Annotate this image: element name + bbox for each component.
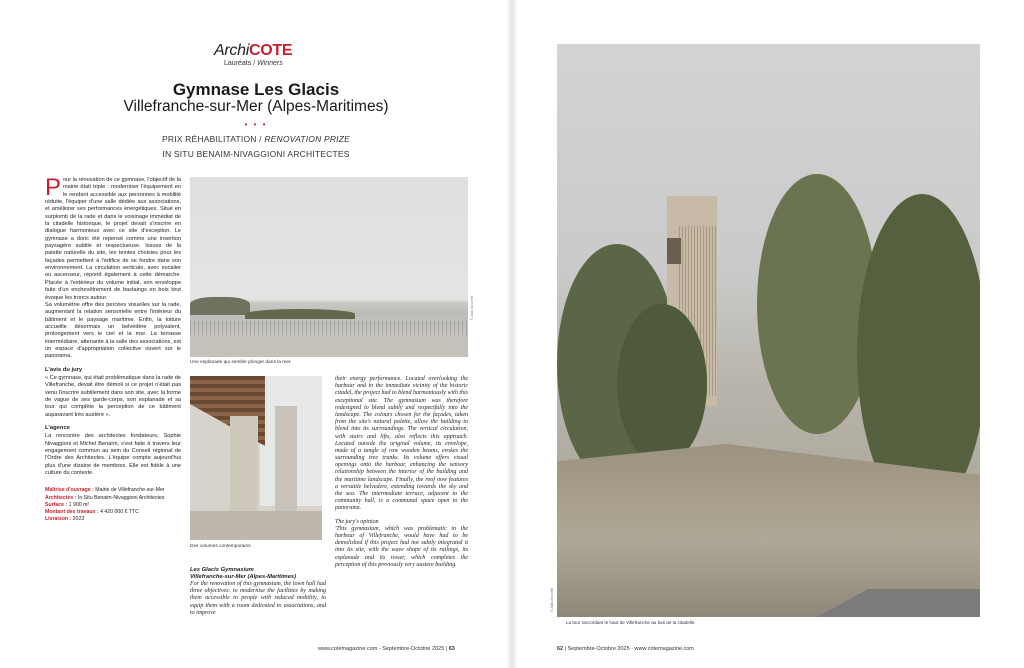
separator-dots: • • •: [244, 120, 268, 129]
laureats-label: Lauréats / Winners: [224, 60, 283, 67]
footer-left: [318, 646, 455, 652]
photo-credit: © Aldo Amoretti: [470, 295, 474, 320]
laureats-fr: Lauréats: [224, 60, 252, 67]
english-text-left: For the renovation of this gymnasium, the town hall had three objectives: to modernise the facilities by making them accessible to people with reduced mobility, to equip them with a room dedicated to associations, and to improve: [190, 581, 326, 616]
photo-wall: [275, 406, 297, 516]
prize-fr: PRIX RÉHABILITATION: [161, 134, 257, 144]
firm-name: IN SITU BENAIM-NIVAGGIONI ARCHITECTES: [162, 149, 350, 159]
esplanade-caption: Une esplanade qui semble plonger dans la mer.: [190, 360, 292, 365]
spec-row: Architectes : In Situ Benaim-Nivaggioni Architectes: [45, 494, 165, 501]
footer-site: www.cotemagazine.com - Septembre-Octobre 2025 |: [318, 646, 449, 652]
french-text-column: [45, 174, 182, 523]
project-specs: [45, 487, 181, 523]
intro-paragraph: [45, 174, 182, 302]
intro-text: our la rénovation de ce gymnase, l'objectif de la mairie était triple : moderniser l'équipement en le rendant accessible aux personnes à mobilité réduite, l'équiper d'une salle dédiée aux associations, et améliorer ses performances énergétiques. Situé en surplomb de la rade et dans le voisinage immédiat de la citadelle historique, le projet devait s'inscrire en dialogue harmonieux avec ce site d'exception. Le gymnase a donc été repensé comme une insertion paysagère subtile et respectueuse. Issues de la palette naturelle du site, les teintes choisies pour les façades permettent à l'édifice de se fondre dans son environnement. La circulation verticale, avec escalier ou ascenseur, répond également à cette démarche. Placée à l'extérieur du volume initial, son enveloppe faite d'un enchevêtrement de bastaings en bois brut évoque les troncs autour.: [45, 177, 182, 301]
logo-cote: COTE: [248, 42, 293, 59]
volumes-caption: Des volumes contemporains.: [190, 544, 252, 549]
photo-window: [667, 238, 681, 264]
prize-label: PRIX RÉHABILITATION / RENOVATION PRIZE: [161, 134, 351, 144]
photo-hill: [245, 309, 355, 319]
photo-trees: [190, 297, 250, 315]
english-location: Villefranche-sur-Mer (Alpes-Maritimes): [190, 574, 297, 580]
english-jury-text: 'This gymnasium, which was problematic in the harbour of Villefranche, would have had to be demolished if this project had not subtly integrated it into its site, with the wave shape of its railings, its esplanade and its tower, which completes the perception of this previously very austere building.: [335, 525, 468, 568]
dropcap: P: [45, 174, 62, 201]
agency-heading: L'agence: [45, 425, 70, 431]
article-subtitle: Villefranche-sur-Mer (Alpes-Maritimes): [123, 98, 389, 115]
prize-en: RENOVATION PRIZE: [264, 134, 351, 144]
spec-row: Livraison : 2023: [45, 516, 85, 523]
jury-heading: L'avis du jury: [45, 366, 83, 373]
photo-tree: [617, 304, 707, 464]
photo-floor: [190, 335, 468, 357]
page-number: 63: [448, 646, 455, 652]
spec-row: Surface : 1 900 m²: [45, 501, 90, 508]
photo-credit: © Aldo Amoretti: [550, 587, 554, 612]
winners-en: Winners: [257, 60, 283, 67]
article-title: Gymnase Les Glacis: [172, 80, 340, 99]
tower-caption: La tour raccordant le haut de Villefranche au bas de la citadelle.: [566, 620, 696, 625]
agency-text: La rencontre des architectes fondateurs, Sophie Nivaggioni et Michel Benaïm, s'est faite à travers leur engagement commun au sein du Conseil régional de l'Ordre des Architectes. L'équipe compte aujourd'hui plus d'une dizaine de membres. Elle est fidèle à une culture du contexte.: [45, 433, 181, 477]
spec-row: Maîtrise d'ouvrage : Mairie de Villefranche-sur-Mer: [45, 487, 165, 494]
archicote-logo: [214, 42, 292, 60]
esplanade-photo: [190, 177, 468, 357]
english-body: their energy performance. Located overlooking the harbour and in the immediate vicinity of the historic citadel, the project had to blend harmoniously with this exceptional site. The gymnasium was therefore redesigned to blend subtly and respectfully into the landscape. The colours chosen for the façades, taken from the site's natural palette, allow the building to blend into its surroundings. The vertical circulation, with stairs and lifts, also reflects this approach. Located outside the original volume, its envelope, made of a tangle of raw wooden beams, evokes the surrounding tree trunks. Its volume offers visual openings onto the harbour, enhancing the sensory relationship between the interior of the building and the maritime landscape. Finally, the roof now features a versatile belvedere, extending towards the sky and the sea. The intermediate terrace, adjacent to the community hall, is a communal space open to the panorama.: [335, 376, 468, 512]
photo-ground: [190, 511, 322, 540]
second-paragraph: Sa volumétrie offre des percées visuelles sur la rade, augmentant la relation sensorielle entre l'intérieur du bâtiment et le paysage maritime. Enfin, la toiture accueille désormais un belvédère polyvalent, prolongement vers le ciel et la mer. La terrasse intermédiaire, attenante à la salle des associations, est un espace d'appropriation collective ouvert sur le panorama.: [45, 301, 181, 360]
english-text-right: [335, 376, 468, 569]
jury-text: « Ce gymnase, qui était problématique dans la rade de Villefranche, devait être démoli si ce projet n'était pas venu l'inscrire subtilement dans son site, avec la forme de vague de ses garde-corps, son esplanade et sa tour qui complète la perception de ce bâtiment auparavant très austère ».: [45, 374, 181, 418]
english-jury-heading: The jury's opinion: [335, 518, 379, 525]
footer-site: | Septembre-Octobre 2025 - www.cotemagazine.com: [563, 646, 694, 652]
page-number: 62: [557, 646, 564, 652]
footer-right: [557, 646, 694, 652]
english-title: Les Glacis Gymnasium: [190, 567, 254, 573]
tower-photo: [557, 44, 980, 617]
spec-row: Montant des travaux : 4 420 000 € TTC: [45, 509, 139, 516]
english-heading: [190, 567, 326, 581]
volumes-photo: [190, 376, 322, 540]
logo-archi: Archi: [214, 42, 249, 59]
